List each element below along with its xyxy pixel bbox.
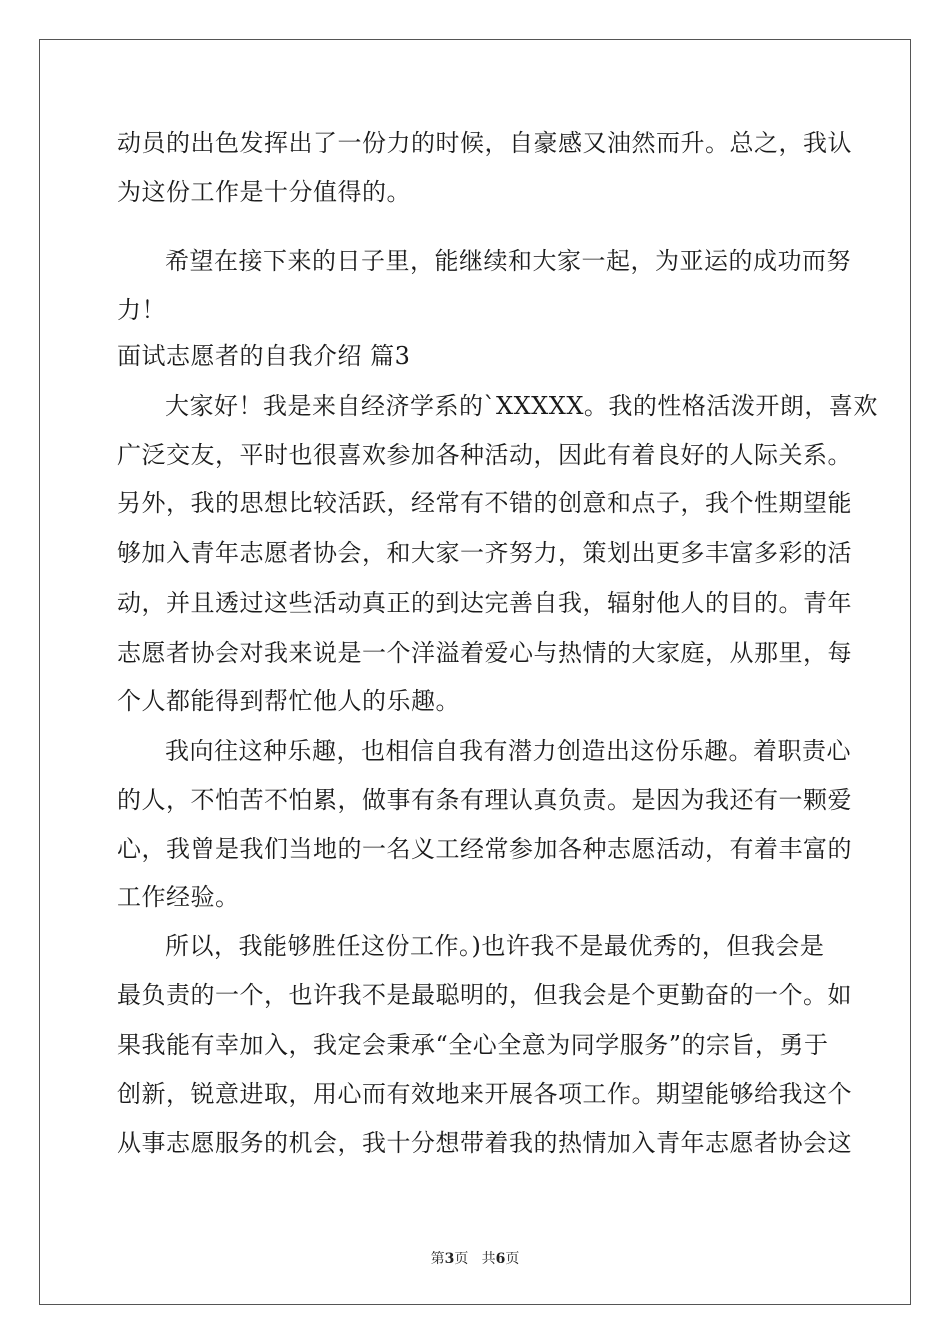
section-heading: 面试志愿者的自我介绍 篇3	[117, 342, 411, 370]
page-border	[39, 39, 911, 1305]
text-line: 力！	[117, 296, 166, 324]
page-footer	[0, 1248, 950, 1268]
page-number-prefix: 第	[430, 1251, 445, 1267]
total-page-count: 6	[495, 1251, 506, 1267]
text-line: 从事志愿服务的机会，我十分想带着我的热情加入青年志愿者协会这	[117, 1129, 852, 1157]
text-line: 希望在接下来的日子里，能继续和大家一起，为亚运的成功而努	[165, 247, 851, 275]
page-number-suffix: 页	[454, 1251, 469, 1267]
text-line: 志愿者协会对我来说是一个洋溢着爱心与热情的大家庭，从那里，每	[117, 639, 852, 667]
total-pages-suffix: 页	[505, 1251, 520, 1267]
text-line: 另外，我的思想比较活跃，经常有不错的创意和点子，我个性期望能	[117, 489, 852, 517]
current-page-number: 3	[444, 1251, 455, 1267]
text-line: 个人都能得到帮忙他人的乐趣。	[117, 687, 460, 715]
text-line: 最负责的一个，也许我不是最聪明的，但我会是个更勤奋的一个。如	[117, 981, 852, 1009]
total-pages-prefix: 共	[481, 1251, 496, 1267]
text-line: 的人，不怕苦不怕累，做事有条有理认真负责。是因为我还有一颗爱	[117, 786, 852, 814]
text-line: 我向往这种乐趣，也相信自我有潜力创造出这份乐趣。着职责心	[165, 737, 851, 765]
text-line: 为这份工作是十分值得的。	[117, 178, 411, 206]
text-line: 够加入青年志愿者协会，和大家一齐努力，策划出更多丰富多彩的活	[117, 539, 852, 567]
text-line: 果我能有幸加入，我定会秉承“全心全意为同学服务”的宗旨，勇于	[117, 1031, 829, 1059]
text-line: 工作经验。	[117, 883, 240, 911]
text-line: 大家好！我是来自经济学系的`XXXXX。我的性格活泼开朗，喜欢	[165, 392, 878, 420]
text-line: 动员的出色发挥出了一份力的时候，自豪感又油然而升。总之，我认	[117, 129, 852, 157]
text-line: 所以，我能够胜任这份工作。)也许我不是最优秀的，但我会是	[165, 932, 825, 960]
text-line: 广泛交友，平时也很喜欢参加各种活动，因此有着良好的人际关系。	[117, 441, 852, 469]
text-line: 创新，锐意进取，用心而有效地来开展各项工作。期望能够给我这个	[117, 1080, 852, 1108]
text-line: 心，我曾是我们当地的一名义工经常参加各种志愿活动，有着丰富的	[117, 835, 852, 863]
text-line: 动，并且透过这些活动真正的到达完善自我，辐射他人的目的。青年	[117, 589, 852, 617]
